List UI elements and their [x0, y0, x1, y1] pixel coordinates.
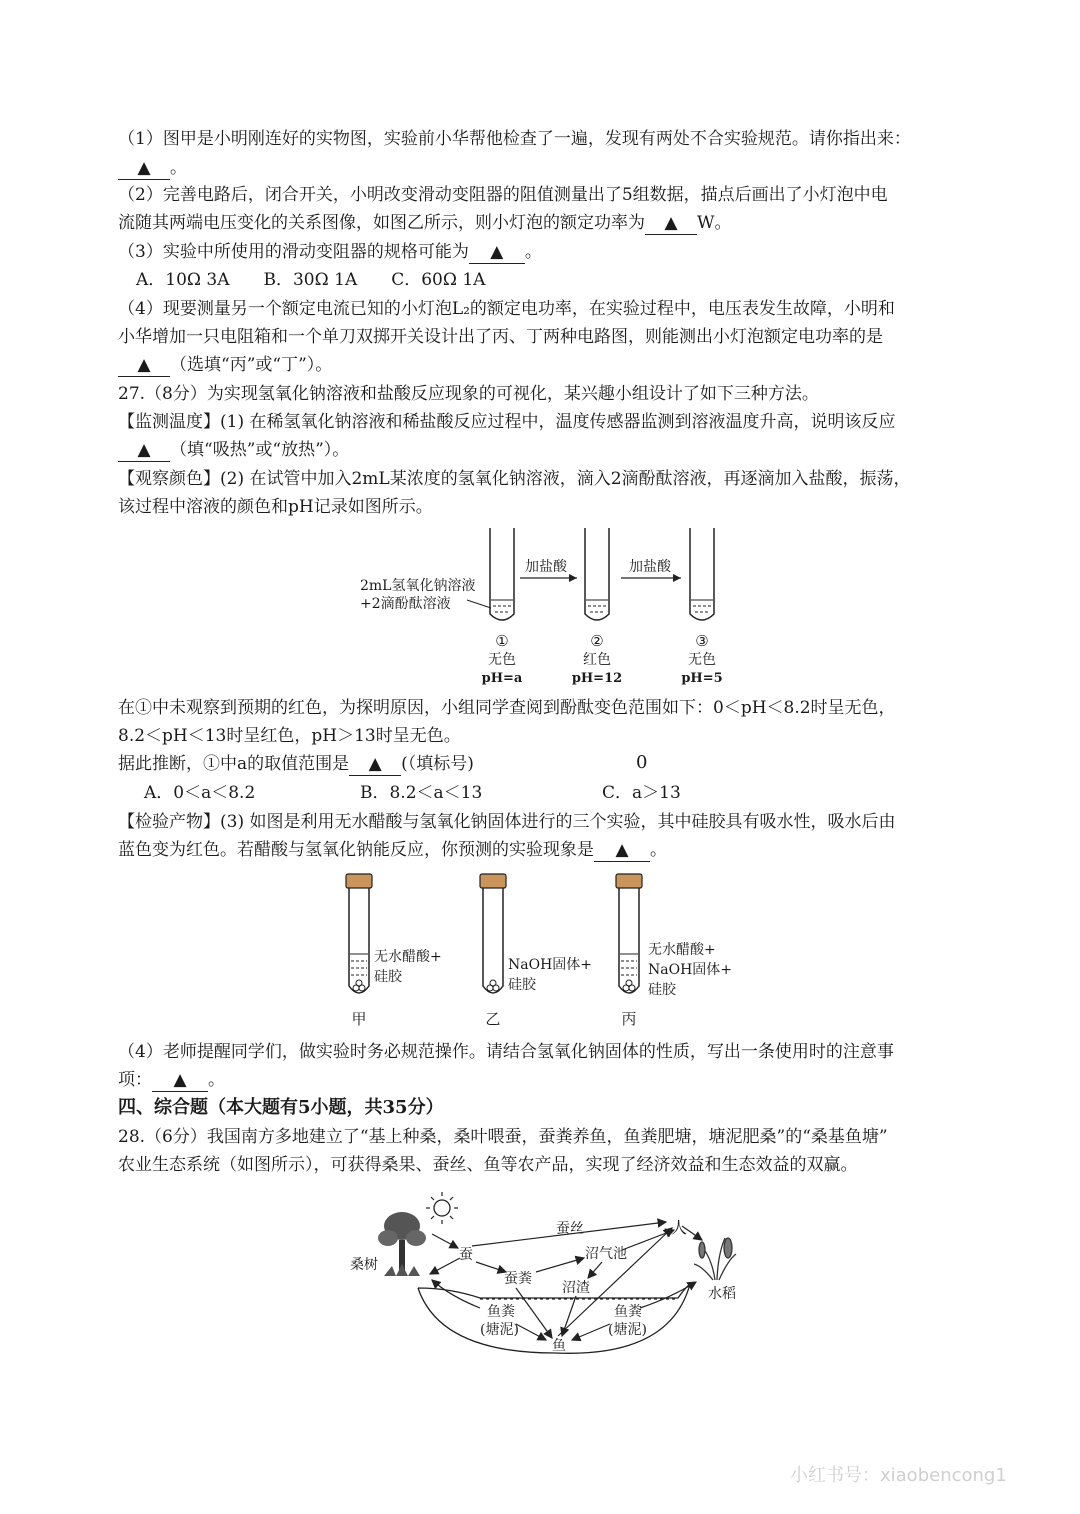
rice-label: 水稻 — [708, 1286, 736, 1302]
pond-mud-label-right: (塘泥) — [608, 1322, 647, 1338]
q26-part4-line1: （4）现要测量另一个额定电流已知的小灯泡L₂的额定电功率，在实验过程中，电压表发生故障，小明和 — [118, 299, 895, 319]
biogas-label: 沼气池 — [585, 1246, 627, 1262]
section-heading: 四、综合题（本大题有5小题，共35分） — [118, 1097, 444, 1118]
answer-blank: ▲ — [594, 839, 650, 862]
q28-line2: 农业生态系统（如图所示），可获得桑果、蚕丝、鱼等农产品，实现了经济效益和生态效益的双赢。 — [118, 1155, 858, 1175]
solution-label-1: 2mL氢氧化钠溶液 — [360, 578, 476, 594]
q27-s2-line1: 【观察颜色】(2) 在试管中加入2mL某浓度的氢氧化钠溶液，滴入2滴酚酞溶液，再逐滴加入盐酸，振荡， — [118, 469, 911, 489]
answer-blank: ▲ — [349, 753, 401, 776]
q26-part1-line2: ▲ 。 — [118, 157, 187, 180]
q27-s1-line1: 【监测温度】(1) 在稀氢氧化钠溶液和稀盐酸反应过程中，温度传感器监测到溶液温度升高，说明该反应 — [118, 412, 896, 432]
tube-bing — [616, 874, 642, 993]
mulberry-label: 桑树 — [350, 1257, 378, 1273]
q26-part3-options: A．10Ω 3A B．30Ω 1A C．60Ω 1A — [136, 270, 486, 290]
add-hcl-label-1: 加盐酸 — [525, 559, 567, 575]
caption-yi: 乙 — [485, 1010, 501, 1028]
tube-bing-label-1: 无水醋酸+ — [648, 942, 716, 958]
tube-2-color: 红色 — [583, 652, 611, 668]
solution-label-2: +2滴酚酞溶液 — [360, 596, 451, 612]
q26-part4-line3: ▲ （选填“丙”或“丁”）。 — [118, 354, 332, 377]
answer-blank: ▲ — [469, 241, 525, 264]
biogas-residue-label: 沼渣 — [562, 1280, 590, 1296]
tube-yi-label-2: 硅胶 — [508, 977, 536, 993]
mulberry-tree-icon — [378, 1212, 426, 1276]
q26-part1-line1: （1）图甲是小明刚连好的实物图，实验前小华帮他检查了一遍，发现有两处不合实验规范。请你指出来： — [118, 129, 911, 149]
q26-part3-line: （3）实验中所使用的滑动变阻器的规格可能为 ▲ 。 — [118, 242, 542, 262]
tube-1-ph: pH=a — [481, 671, 523, 686]
silkworm-label: 蚕 — [459, 1247, 473, 1263]
q26-part2-line1: （2）完善电路后，闭合开关，小明改变滑动变阻器的阻值测量出了5组数据，描点后画出了小灯泡中电 — [118, 185, 888, 205]
add-hcl-label-2: 加盐酸 — [629, 559, 671, 575]
caption-bing: 丙 — [621, 1010, 637, 1028]
label-pointer — [467, 600, 491, 608]
tube-yi — [480, 874, 506, 993]
q27-s3-line1: 【检验产物】(3) 如图是利用无水醋酸与氢氧化钠固体进行的三个实验，其中硅胶具有吸水性，吸水后由 — [118, 812, 896, 832]
silkworm-feces-label: 蚕粪 — [504, 1271, 532, 1287]
tube-2-ph: pH=12 — [571, 671, 623, 686]
watermark: 小红书号：xiaobencong1 — [790, 1465, 1007, 1486]
answer-blank: ▲ — [118, 439, 170, 462]
tube-3-color: 无色 — [688, 652, 716, 668]
answer-blank: ▲ — [118, 157, 170, 180]
silk-label: 蚕丝 — [556, 1221, 584, 1237]
answer-blank: ▲ — [645, 212, 697, 235]
q27-s2-line2: 该过程中溶液的颜色和pH记录如图所示。 — [118, 497, 433, 517]
q27-option-a: A．0＜a＜8.2 — [144, 783, 256, 803]
figure-ecosystem — [340, 1188, 750, 1363]
tube-bing-label-3: 硅胶 — [648, 982, 676, 998]
fish-label: 鱼 — [552, 1338, 566, 1354]
q27-s2-line5: 据此推断，①中a的取值范围是 ▲ (（填标号) — [118, 754, 474, 774]
q27-option-b: B．8.2＜a＜13 — [360, 783, 483, 803]
q27-s1-line2: ▲ （填“吸热”或“放热”）。 — [118, 439, 349, 462]
tube-2-num: ② — [590, 632, 604, 650]
tube-bing-label-2: NaOH固体+ — [648, 962, 733, 978]
tube-2 — [585, 528, 609, 620]
figure-corked-tubes — [330, 868, 760, 1030]
tube-1 — [490, 528, 514, 620]
tube-jia-label-2: 硅胶 — [374, 969, 402, 985]
q26-part4-line2: 小华增加一只电阻箱和一个单刀双掷开关设计出了丙、丁两种电路图，则能测出小灯泡额定电功率的是 — [118, 327, 883, 347]
q27-intro: 27.（8分）为实现氢氧化钠溶液和盐酸反应现象的可视化，某兴趣小组设计了如下三种方法。 — [118, 384, 819, 404]
tube-jia — [346, 874, 372, 993]
fish-feces-label-left: 鱼粪 — [487, 1304, 515, 1320]
q26-part2-line2: 流随其两端电压变化的关系图像，如图乙所示，则小灯泡的额定功率为 ▲ W。 — [118, 213, 732, 233]
q27-s3-line2: 蓝色变为红色。若醋酸与氢氧化钠能反应，你预测的实验现象是 ▲ 。 — [118, 840, 667, 860]
tube-yi-label-1: NaOH固体+ — [508, 957, 593, 973]
caption-jia: 甲 — [351, 1010, 367, 1028]
human-label: 人 — [671, 1218, 688, 1237]
tube-3-num: ③ — [695, 632, 709, 650]
tube-3 — [690, 528, 714, 620]
sun-icon — [426, 1192, 458, 1224]
stray-mark: 0 — [636, 752, 648, 773]
q27-s2-line3: 在①中未观察到预期的红色，为探明原因，小组同学查阅到酚酞变色范围如下：0＜pH＜8.2时呈无色， — [118, 698, 896, 718]
answer-blank: ▲ — [152, 1069, 208, 1092]
tube-1-color: 无色 — [488, 652, 516, 668]
tube-jia-label-1: 无水醋酸+ — [374, 949, 442, 965]
fish-feces-label-right: 鱼粪 — [614, 1304, 642, 1320]
q27-option-c: C．a＞13 — [602, 783, 681, 803]
answer-blank: ▲ — [118, 354, 170, 377]
rice-plant-icon — [694, 1238, 736, 1280]
figure-tubes-ph — [355, 522, 735, 687]
q27-s4-line2: 项： ▲ 。 — [118, 1070, 225, 1090]
q27-s2-line4: 8.2＜pH＜13时呈红色，pH＞13时呈无色。 — [118, 726, 461, 746]
tube-1-num: ① — [495, 632, 509, 650]
tube-3-ph: pH=5 — [681, 671, 723, 686]
pond-mud-label-left: (塘泥) — [480, 1322, 519, 1338]
q27-s4-line1: （4）老师提醒同学们，做实验时务必规范操作。请结合氢氧化钠固体的性质，写出一条使用时的注意事 — [118, 1042, 894, 1062]
q28-line1: 28.（6分）我国南方多地建立了“基上种桑，桑叶喂蚕，蚕粪养鱼，鱼粪肥塘，塘泥肥桑”的“桑基鱼塘” — [118, 1127, 888, 1147]
